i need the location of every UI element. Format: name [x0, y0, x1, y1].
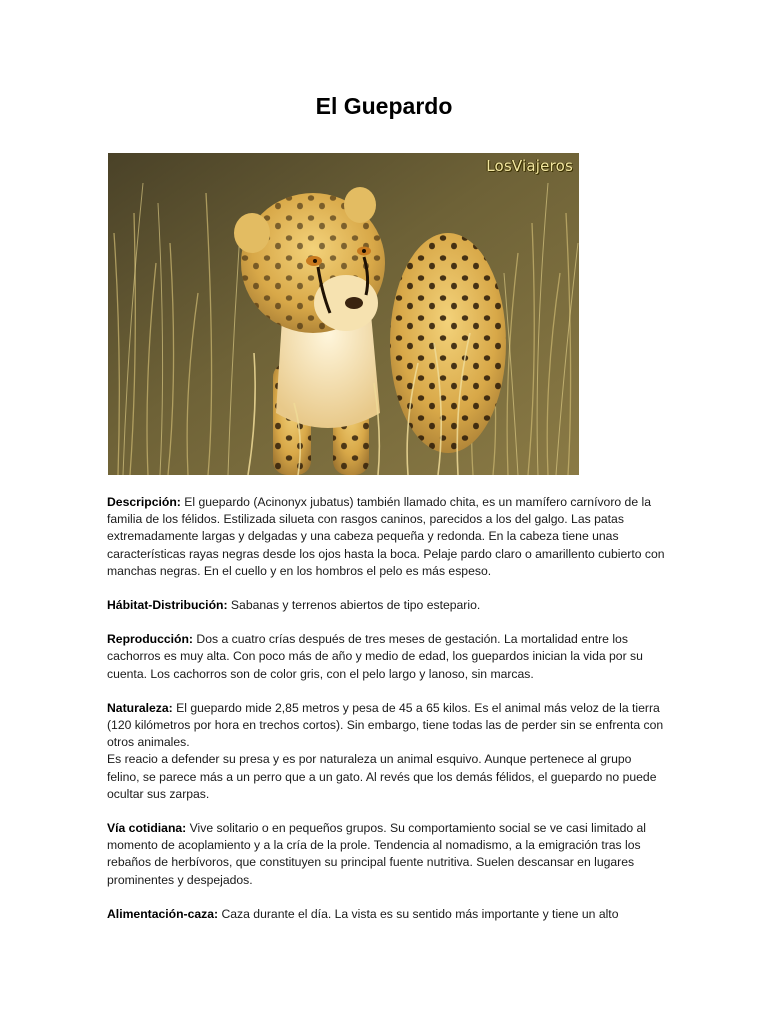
section-descripcion [107, 494, 667, 580]
section-label: Descripción: [107, 495, 181, 509]
section-via-cotidiana [107, 820, 667, 889]
section-label: Naturaleza: [107, 700, 173, 715]
section-text: Caza durante el día. La vista es su sentido más importante y tiene un alto [221, 906, 619, 921]
cheetah-photo-icon [108, 153, 579, 475]
section-label: Alimentación-caza: [107, 906, 219, 921]
section-alimentacion [107, 906, 667, 923]
section-text: Sabanas y terrenos abiertos de tipo estepario. [230, 598, 481, 613]
section-naturaleza [107, 700, 667, 803]
section-text: Vive solitario o en pequeños grupos. Su comportamiento social se ve casi limitado al momento de acoplamiento y a la cría de la prole. Tendencia al nomadismo, a la emigración tras los rebaños de herbívoros, que constituyen su principal fuente nutritiva. Suelen descansar en lugares prominentes y despejados. [107, 821, 647, 887]
section-text: El guepardo mide 2,85 metros y pesa de 45 a 65 kilos. Es el animal más veloz de la tierra (120 kilómetros por hora en trechos cortos). Sin embargo, tiene todas las de perder sin se enfrenta con otros animales. [107, 700, 664, 750]
section-label: Hábitat-Distribución: [107, 598, 228, 613]
section-reproduccion [107, 631, 667, 683]
section-habitat [107, 597, 667, 614]
section-text: El guepardo (Acinonyx jubatus) también llamado chita, es un mamífero carnívoro de la familia de los félidos. Estilizada silueta con rasgos caninos, parecidos a los del galgo. Las patas extremadamente largas y delgadas y una cabeza pequeña y redonda. En la cabeza tiene unas características rayas negras desde los ojos hasta la boca. Pelaje pardo claro o amarillento cubierto con manchas negras. En el cuello y en los hombros el pelo es más espeso. [107, 495, 665, 578]
article-body [107, 494, 667, 940]
watermark-logo: LosViajeros [486, 157, 573, 175]
page-title: El Guepardo [315, 93, 453, 119]
section-text: Dos a cuatro crías después de tres meses de gestación. La mortalidad entre los cachorros es muy alta. Con poco más de año y medio de edad, los guepardos inician la vida por su cuenta. Los cachorros son de color gris, con el pelo largo y lanoso, sin marcas. [107, 632, 643, 681]
section-label: Reproducción: [107, 632, 193, 647]
section-text: Es reacio a defender su presa y es por naturaleza un animal esquivo. Aunque pertenece al grupo felino, se parece más a un perro que a un gato. Al revés que los demás félidos, el guepardo no puede ocultar sus zarpas. [107, 752, 657, 801]
section-label: Vía cotidiana: [107, 821, 187, 836]
cheetah-photo [108, 153, 579, 475]
